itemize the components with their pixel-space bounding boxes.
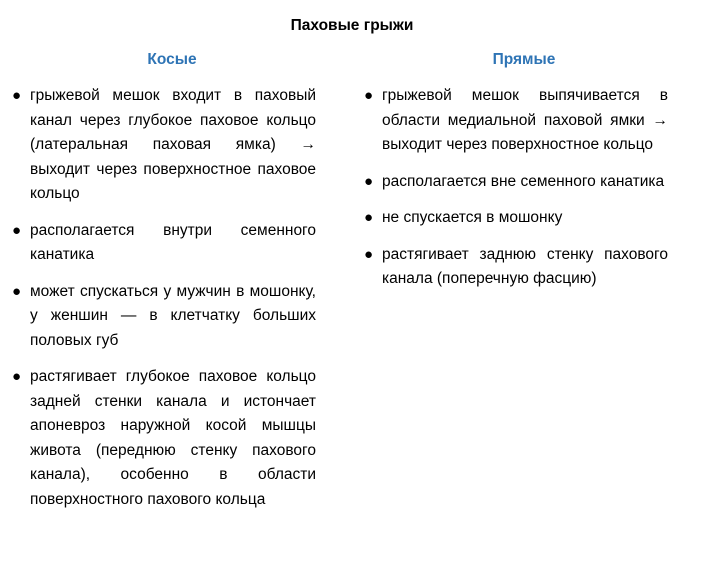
column-heading-oblique: Косые bbox=[147, 51, 197, 68]
list-item-text: растягивает заднюю стенку пахового канала (поперечную фасцию) bbox=[382, 245, 668, 287]
bullet-icon: ● bbox=[364, 209, 374, 226]
list-item bbox=[12, 280, 316, 354]
list-item bbox=[12, 219, 316, 268]
bullet-icon: ● bbox=[364, 172, 374, 190]
list-item bbox=[364, 206, 668, 231]
bullet-icon: ● bbox=[12, 282, 22, 300]
column-oblique bbox=[12, 50, 316, 524]
column-heading-direct: Прямые bbox=[492, 51, 556, 68]
bullet-icon: ● bbox=[12, 368, 22, 385]
list-item-text: располагается внутри семенного канатика bbox=[30, 221, 316, 263]
list-item-text: располагается вне семенного канатика bbox=[382, 172, 665, 190]
list-item bbox=[12, 84, 316, 207]
list-item bbox=[364, 84, 668, 158]
column-direct bbox=[364, 50, 668, 304]
page-title: Паховые грыжи bbox=[290, 17, 414, 34]
bullet-icon: ● bbox=[364, 245, 374, 263]
list-item-text: грыжевой мешок выпячивается в области медиальной паховой ямки → выходит через поверхностное кольцо bbox=[382, 87, 668, 153]
bullet-icon: ● bbox=[364, 87, 374, 104]
list-item-text: грыжевой мешок входит в паховый канал через глубокое паховое кольцо (латеральная паховая ямка) → выходит через поверхностное паховое кольцо bbox=[30, 87, 316, 202]
list-item bbox=[364, 170, 668, 195]
direct-list bbox=[364, 84, 668, 292]
oblique-list bbox=[12, 84, 316, 512]
list-item-text: растягивает глубокое паховое кольцо задней стенки канала и истончает апоневроз наружной косой мышцы живота (переднюю стенку пахового канала), особенно в области поверхностного пахового кольца bbox=[30, 368, 316, 508]
list-item-text: может спускаться у мужчин в мошонку, у женшин — в клетчатку больших половых губ bbox=[30, 282, 316, 349]
list-item bbox=[12, 365, 316, 512]
list-item bbox=[364, 243, 668, 292]
bullet-icon: ● bbox=[12, 221, 22, 239]
list-item-text: не спускается в мошонку bbox=[382, 209, 563, 226]
bullet-icon: ● bbox=[12, 87, 22, 104]
